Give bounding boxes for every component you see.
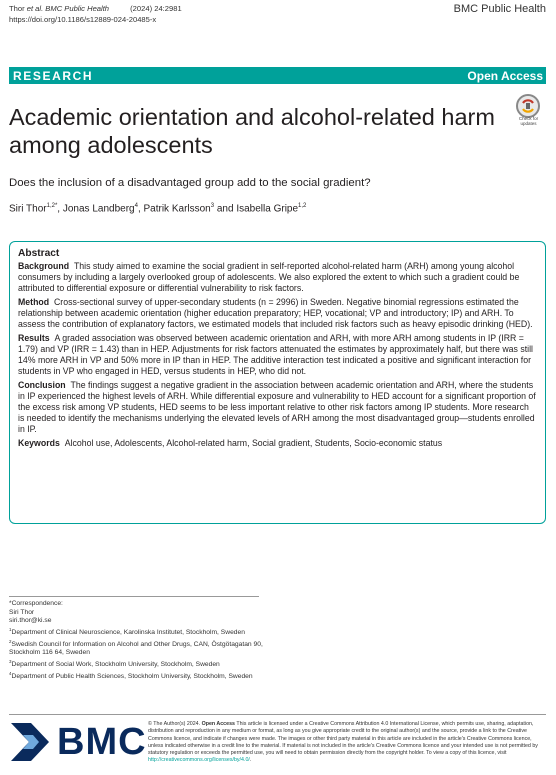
badge-line2: updates bbox=[520, 121, 537, 126]
header-journal-citation: et al. BMC Public Health bbox=[26, 4, 110, 13]
affiliation-item: $^4$Department of Public Health Sciences, Stockholm University, Stockholm, Sweden bbox=[9, 670, 253, 681]
header-doi[interactable]: https://doi.org/10.1186/s12889-024-20485-x bbox=[9, 14, 157, 24]
abstract-background: Background This study aimed to examine the social gradient in self-reported alcohol-related harm (ARH) among young alcohol consumers by including a largely overlooked group of adolescents. We also explored the extent to which such a gradient could be attributed to differential exposure or differential vulnerability to risk factors. bbox=[18, 261, 520, 293]
author-name[interactable]: Patrik Karlsson bbox=[143, 203, 211, 215]
divider bbox=[9, 596, 259, 597]
author-name[interactable]: Jonas Landberg bbox=[62, 203, 135, 215]
divider bbox=[9, 714, 546, 715]
abstract-heading: Abstract bbox=[18, 248, 60, 259]
check-updates-icon bbox=[516, 94, 540, 118]
author-affiliation: 3 bbox=[210, 203, 215, 209]
correspondence-email[interactable]: siri.thor@ki.se bbox=[9, 617, 52, 625]
correspondence bbox=[9, 600, 269, 682]
bmc-logo bbox=[9, 719, 147, 765]
article-subtitle: Does the inclusion of a disadvantaged group add to the social gradient? bbox=[9, 177, 371, 189]
badge-line1: Check for bbox=[518, 116, 539, 121]
affiliation-item: $^3$Department of Social Work, Stockholm University, Stockholm, Sweden bbox=[9, 659, 220, 669]
author-name[interactable]: Siri Thor bbox=[9, 203, 47, 215]
running-header bbox=[9, 4, 182, 25]
correspondence-name: Siri Thor bbox=[9, 608, 35, 616]
author-affiliation: 1,2 bbox=[298, 203, 307, 209]
open-access-label: Open Access bbox=[467, 69, 543, 83]
author-affiliation: 4 bbox=[134, 203, 138, 209]
section-bar bbox=[9, 67, 546, 84]
abstract-method: Method Cross-sectional survey of upper-secondary students (n = 2996) in Sweden. Negative binomial regressions estimated the relationship between academic orientation (higher education preparatory; HEP, vocational; VP and introductory; IP) and ARH. To assess the contribution of explanatory factors, we estimated models that included risk factors such as heavy episodic drinking (HED). bbox=[18, 297, 533, 329]
header-author: Thor bbox=[9, 4, 27, 13]
abstract-results: Results A graded association was observed between academic orientation and ARH, with more ARH among students in IP (IRR = 1.79) and VP (IRR = 1.43) than in HEP. Adjustments for risk factors attenuated the estimates by approximately half, but there was still 14% more ARH in VP and 50% more in IP than in HEP. The additive interaction test indicated a positive and significant interaction for students in VP who engaged in HED, versus students in HEP, who did not. bbox=[18, 333, 533, 376]
bmc-logo-text: BMC bbox=[57, 721, 147, 763]
header-year-volume: (2024) 24:2981 bbox=[130, 4, 182, 13]
abstract-conclusion: Conclusion The findings suggest a negative gradient in the association between academic orientation and ARH, where the students in IP experienced the highest levels of ARH. While differential exposure and vulnerability to HED account for a significant proportion of the excess risk among VP students, HED seems to be less important relative to other risk factors among IP students. More research is needed to identify the mechanisms underlying the elevated levels of ARH among the most disadvantaged group—students enrolled in IP. bbox=[18, 380, 536, 434]
author-list: Siri Thor$^{1,2*}$, Jonas Landberg$^4$, Patrik Karlsson$^3$ and Isabella Gripe$^{1,2}$ bbox=[9, 203, 307, 215]
abstract-keywords: Keywords Alcohol use, Adolescents, Alcohol-related harm, Social gradient, Students, Socio-economic status bbox=[18, 438, 443, 448]
journal-name: BMC Public Health bbox=[453, 3, 546, 15]
affiliation-item: $^2$Swedish Council for Information on Alcohol and Other Drugs, CAN, Östgötagatan 90, Stockholm 116 64, Sweden bbox=[9, 638, 263, 657]
article-title: Academic orientation and alcohol-related harm among adolescents bbox=[9, 104, 495, 158]
license-link[interactable]: http://creativecommons.org/licenses/by/4.0/ bbox=[148, 757, 250, 764]
abstract-box bbox=[9, 241, 546, 524]
author-name[interactable]: Isabella Gripe bbox=[236, 203, 299, 215]
license-text: © The Author(s) 2024. Open Access This article is licensed under a Creative Commons Attribution 4.0 International License, which permits use, sharing, adaptation, distribution and reproduction in any medium or format, as long as you give appropriate credit to the original author(s) and the source, provide a link to the Creative Commons licence, and indicate if changes were made. The images or other third party material in this article are included in the article's Creative Commons licence, unless indicated otherwise in a credit line to the material. If material is not included in the article's Creative Commons licence and your intended use is not permitted by statutory regulation or exceeds the permitted use, you will need to obtain permission directly from the copyright holder. To view a copy of this licence, visit http://creativecommons.org/licenses/by/4.0/. bbox=[148, 721, 538, 764]
bmc-logo-icon bbox=[9, 719, 55, 765]
correspondence-label: *Correspondence: bbox=[9, 600, 63, 607]
check-for-updates-badge[interactable] bbox=[512, 94, 545, 126]
section-label: RESEARCH bbox=[13, 69, 94, 83]
author-affiliation: 1,2* bbox=[46, 203, 58, 209]
affiliation-item: $^1$Department of Clinical Neuroscience, Karolinska Institutet, Stockholm, Sweden bbox=[9, 626, 245, 637]
